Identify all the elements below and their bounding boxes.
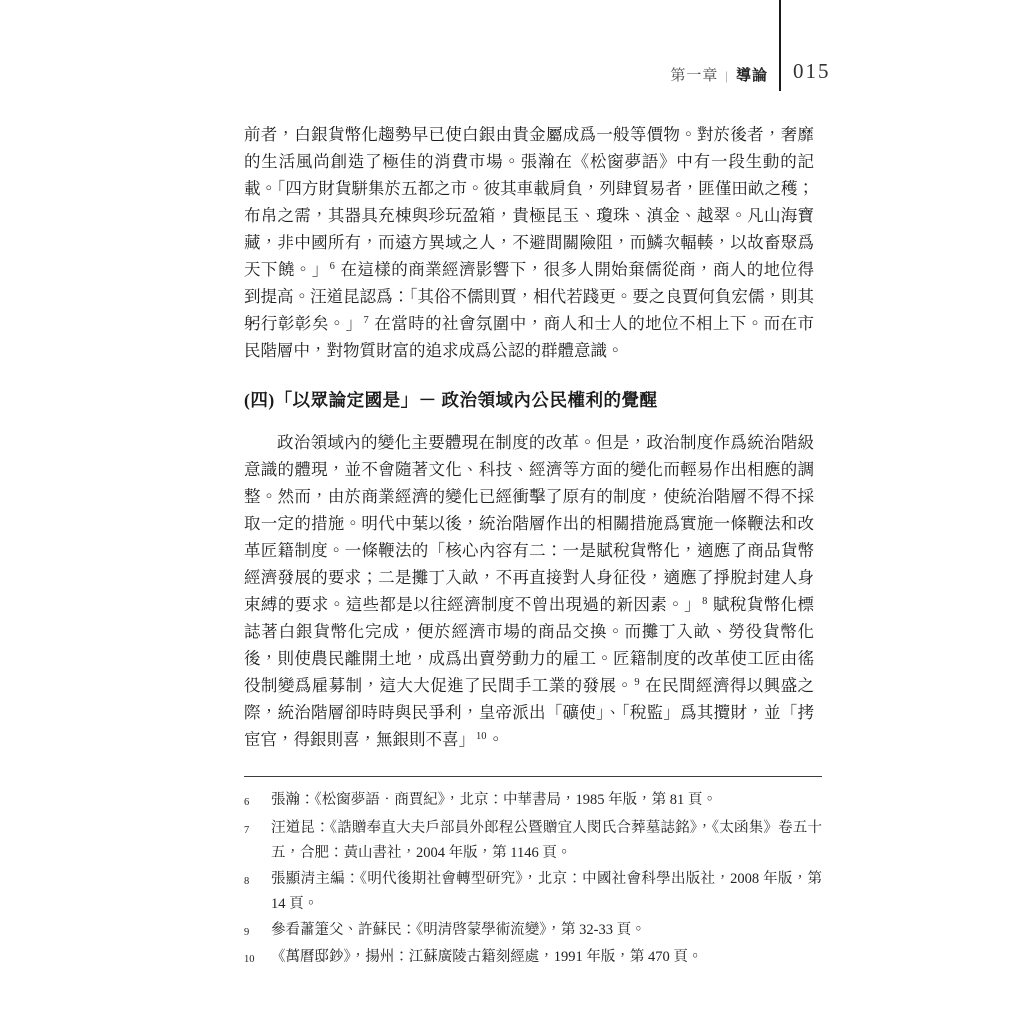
footnote-number: 6: [244, 797, 250, 808]
footnote-text: 《萬曆邸鈔》，揚州：江蘇廣陵古籍刻經處，1991 年版，第 470 頁。: [271, 949, 703, 965]
footnote-text: 張瀚：《松窗夢語‧商賈紀》，北京：中華書局，1985 年版，第 81 頁。: [271, 792, 717, 808]
footnote-number: 7: [244, 824, 250, 836]
footnote-number: 8: [244, 875, 250, 887]
footnote-rule: [244, 776, 822, 777]
footnote-item: [244, 788, 822, 816]
page-number: 015: [793, 59, 831, 83]
footnote-item: [244, 816, 822, 867]
footnote-item: [244, 918, 822, 946]
footnote-text: 張顯清主編：《明代後期社會轉型研究》，北京：中國社會科學出版社，2008 年版，第 14 頁。: [271, 870, 822, 912]
footnote-text: 汪道昆：《誥贈奉直大夫戶部員外郎程公暨贈宜人閔氏合葬墓誌銘》，《太函集》卷五十五，合肥：黃山書社，2004 年版，第 1146 頁。: [271, 819, 822, 861]
footnote-list: [244, 788, 822, 973]
sub-heading: (四)「以眾論定國是」－ 政治領域內公民權利的覺醒: [244, 390, 658, 410]
paragraph: 前者，白銀貨幣化趨勢早已使白銀由貴金屬成爲一般等價物。對於後者，奢靡的生活風尚創造了極佳的消費市場。張瀚在《松窗夢語》中有一段生動的記載。「四方財貨駢集於五都之市。彼其車載肩負，列肆貿易者，匪僅田畝之穫；布帛之需，其器具充棟與珍玩盈箱，貴極昆玉、瓊珠、滇金、越翠。凡山海寶藏，非中國所有，而遠方異域之人，不避間關險阻，而鱗次輻輳，以故畜聚爲天下饒。」$^6$ 在這樣的商業經濟影響下，很多人開始棄儒從商，商人的地位得到提高。汪道昆認爲：「其俗不儒則賈，相代若踐更。要之良賈何負宏儒，則其躬行彰彰矣。」$^7$ 在當時的社會氛圍中，商人和士人的地位不相上下。而在市民階層中，對物質財富的追求成爲公認的群體意識。: [244, 125, 815, 360]
paragraph: 政治領域內的變化主要體現在制度的改革。但是，政治制度作爲統治階級意識的體現，並不會隨著文化、科技、經濟等方面的變化而輕易作出相應的調整。然而，由於商業經濟的變化已經衝擊了原有的制度，使統治階層不得不採取一定的措施。明代中葉以後，統治階層作出的相關措施爲實施一條鞭法和改革匠籍制度。一條鞭法的「核心內容有二：一是賦稅貨幣化，適應了商品貨幣經濟發展的要求；二是攤丁入畝，不再直接對人身征役，適應了掙脫封建人身束縛的要求。這些都是以往經濟制度不曾出現過的新因素。」$^8$ 賦稅貨幣化標誌著白銀貨幣化完成，便於經濟市場的商品交換。而攤丁入畝、勞役貨幣化後，則使農民離開土地，成爲出賣勞動力的雇工。匠籍制度的改革使工匠由徭役制變爲雇募制，這大大促進了民間手工業的發展。$^9$ 在民間經濟得以興盛之際，統治階層卻時時與民爭利，皇帝派出「礦使」、「稅監」爲其攬財，並「拷宦官，得銀則喜，無銀則不喜」$^{10}$。: [244, 433, 815, 749]
footnotes-section: [244, 776, 822, 973]
footnote-reference: 9: [634, 676, 640, 688]
footnote-reference: 6: [329, 260, 335, 272]
footnote-reference: 7: [363, 314, 369, 326]
running-head: [0, 64, 768, 85]
header-divider-bar: [779, 0, 781, 91]
footnote-reference: 10: [476, 730, 487, 742]
section-title: 導論: [735, 68, 768, 84]
chapter-label: 第一章: [670, 68, 719, 84]
header-separator: |: [725, 68, 729, 83]
body-text: [244, 121, 814, 753]
footnote-item: [244, 945, 822, 973]
footnote-item: [244, 867, 822, 918]
footnote-number: 10: [244, 954, 255, 965]
footnote-number: 9: [244, 926, 250, 938]
footnote-text: 參看蕭箑父、許蘇民：《明清啓蒙學術流變》，第 32-33 頁。: [271, 921, 646, 938]
footnote-reference: 8: [702, 595, 708, 607]
